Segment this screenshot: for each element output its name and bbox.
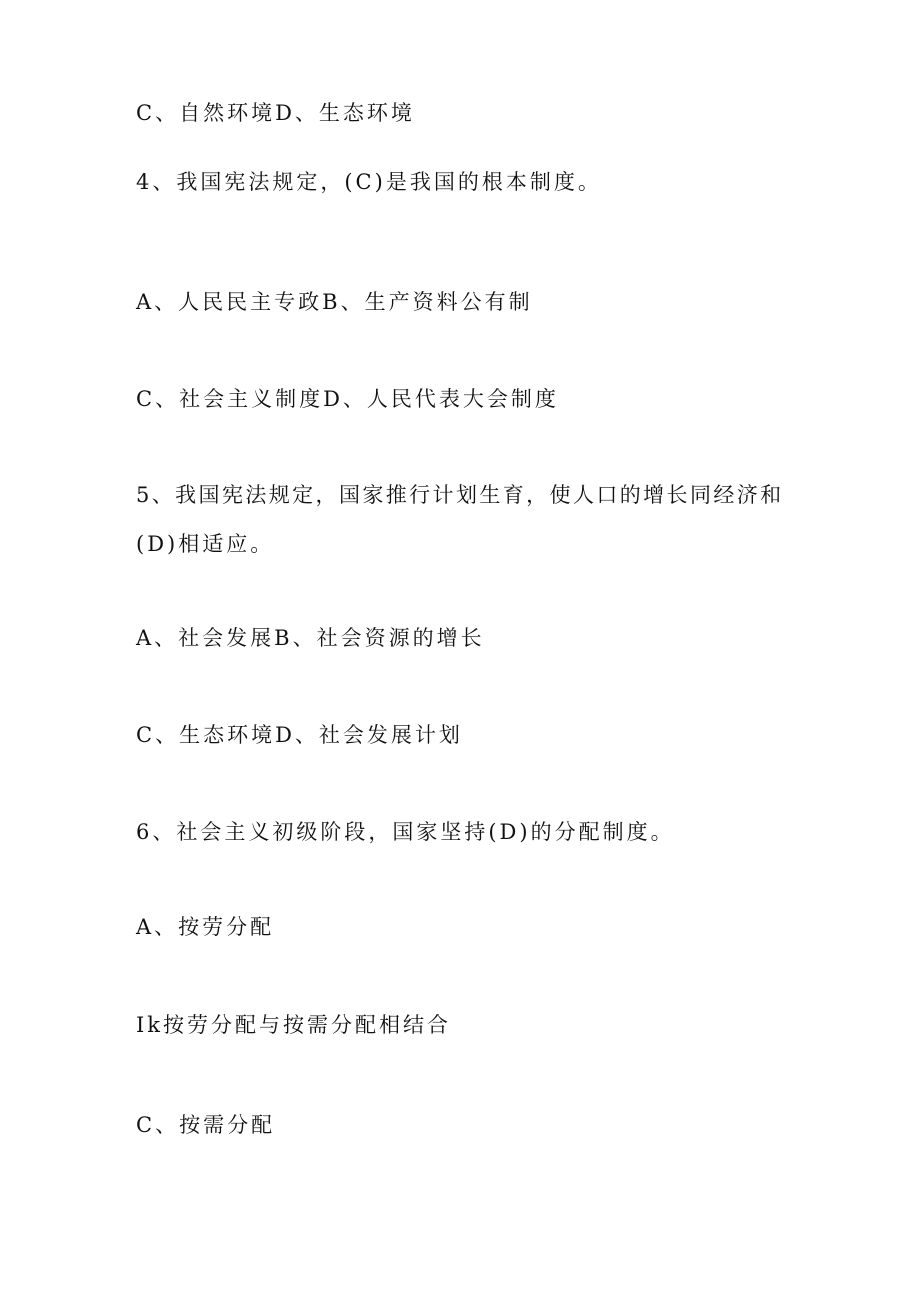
option-line-5cd: C、生态环境D、社会发展计划 (136, 723, 463, 747)
question-6: 6、社会主义初级阶段，国家坚持(D)的分配制度。 (136, 820, 675, 844)
question-5-cont: (D)相适应。 (136, 532, 275, 556)
option-6c: C、按需分配 (136, 1113, 276, 1137)
question-5: 5、我国宪法规定，国家推行计划生育，使人口的增长同经济和 (136, 483, 784, 507)
option-line-4cd: C、社会主义制度D、人民代表大会制度 (136, 387, 559, 411)
option-6b: Ik按劳分配与按需分配相结合 (136, 1013, 452, 1037)
option-6a: A、按劳分配 (136, 915, 275, 939)
option-line-5ab: A、社会发展B、社会资源的增长 (136, 626, 485, 650)
option-line-3cd: C、自然环境D、生态环境 (136, 101, 415, 125)
question-4: 4、我国宪法规定，(C)是我国的根本制度。 (136, 170, 602, 194)
option-line-4ab: A、人民民主专政B、生产资料公有制 (136, 290, 533, 314)
